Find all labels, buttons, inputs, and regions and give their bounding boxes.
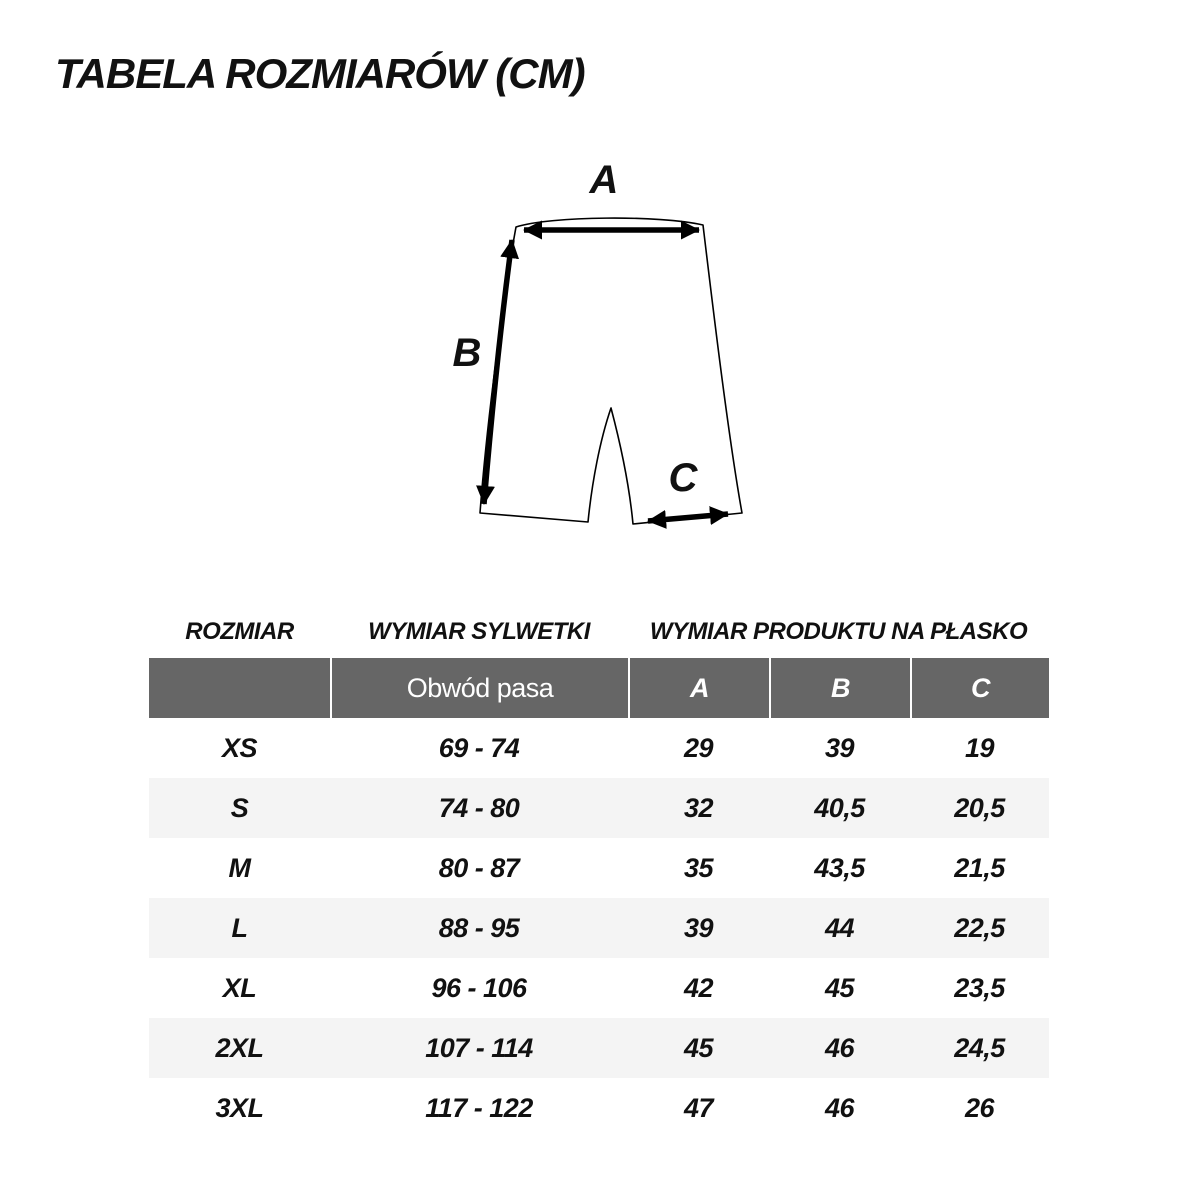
cell-c: 21,5 <box>954 852 1005 883</box>
header-cell-size <box>149 658 330 718</box>
header-cell-b: B <box>769 658 910 718</box>
cell-b: 39 <box>824 732 855 763</box>
cell-c: 23,5 <box>954 972 1005 1003</box>
table-row-xs <box>149 718 1049 778</box>
cell-waist: 69 - 74 <box>438 732 520 763</box>
table-row-s <box>149 778 1049 838</box>
table-header-row <box>149 658 1049 718</box>
cell-a: 39 <box>683 912 714 943</box>
cell-c: 22,5 <box>954 912 1005 943</box>
group-header-body: WYMIAR SYLWETKI <box>368 618 590 645</box>
cell-size: XS <box>221 732 258 763</box>
table-row-2xl <box>149 1018 1049 1078</box>
cell-c: 24,5 <box>954 1032 1005 1063</box>
header-cell-a: A <box>628 658 769 718</box>
cell-a: 47 <box>683 1092 714 1123</box>
table-row-3xl <box>149 1078 1049 1138</box>
cell-size: 3XL <box>215 1092 264 1123</box>
table-row-l <box>149 898 1049 958</box>
cell-b: 46 <box>824 1092 855 1123</box>
cell-b: 45 <box>824 972 855 1003</box>
size-table <box>149 605 1049 1138</box>
cell-a: 29 <box>683 732 714 763</box>
cell-size: 2XL <box>215 1032 264 1063</box>
cell-a: 45 <box>683 1032 714 1063</box>
cell-size: XL <box>222 972 257 1003</box>
group-header-size: ROZMIAR <box>185 618 294 645</box>
cell-a: 42 <box>683 972 714 1003</box>
page-title: TABELA ROZMIARÓW (CM) <box>55 50 585 97</box>
table-rows <box>149 718 1049 1138</box>
cell-b: 44 <box>824 912 855 943</box>
cell-waist: 74 - 80 <box>438 792 520 823</box>
cell-b: 43,5 <box>814 852 865 883</box>
cell-c: 26 <box>964 1092 995 1123</box>
cell-c: 20,5 <box>954 792 1005 823</box>
table-row-xl <box>149 958 1049 1018</box>
diagram-label-b: B <box>452 331 482 375</box>
table-group-header-row <box>149 605 1049 658</box>
cell-waist: 107 - 114 <box>425 1032 533 1063</box>
group-header-product: WYMIAR PRODUKTU NA PŁASKO <box>649 618 1028 645</box>
cell-waist: 96 - 106 <box>431 972 527 1003</box>
cell-c: 19 <box>964 732 995 763</box>
header-cell-c: C <box>910 658 1049 718</box>
cell-size: M <box>228 852 251 883</box>
cell-waist: 80 - 87 <box>438 852 520 883</box>
table-row-m <box>149 838 1049 898</box>
header-cell-waist: Obwód pasa <box>330 658 628 718</box>
cell-size: L <box>231 912 248 943</box>
diagram-label-a: A <box>589 158 619 202</box>
cell-a: 35 <box>683 852 714 883</box>
cell-a: 32 <box>683 792 714 823</box>
cell-waist: 117 - 122 <box>425 1092 533 1123</box>
cell-b: 40,5 <box>814 792 865 823</box>
diagram-label-c: C <box>668 456 698 500</box>
cell-b: 46 <box>824 1032 855 1063</box>
shorts-outline <box>480 218 742 524</box>
cell-size: S <box>230 792 249 823</box>
cell-waist: 88 - 95 <box>438 912 520 943</box>
